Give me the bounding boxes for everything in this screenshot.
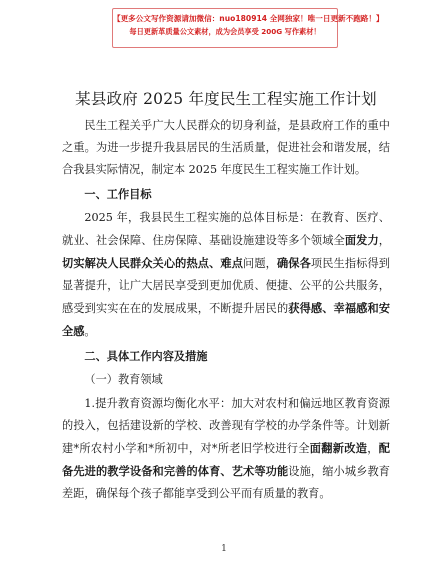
education-item-text-3: 设施，缩小城乡教育差距，确保每个孩子都能享受到公平而有质量的教育。: [62, 465, 390, 500]
education-item-emphasis-2: 配备先进的教学设备和完善的体育、艺术等功能: [62, 441, 390, 478]
goals-text-2: ，: [378, 234, 390, 247]
goals-emphasis-4: 获得感、幸福感和安全感: [62, 301, 390, 338]
goals-emphasis-1: 面发力: [344, 233, 379, 247]
goals-emphasis-2: 切实解决人民群众关心的热点、难点: [62, 256, 244, 270]
goals-text-4: 项民生指标得到显著提升，让广大居民享受到更加优质、便捷、公平的公共服务，感受到实实在在的发展成果，不断提升居民的: [62, 257, 390, 315]
education-item-text-2: ，: [367, 442, 379, 455]
intro-paragraph: 民生工程关乎广大人民群众的切身利益，是县政府工作的重中之重。为进一步提升我县居民的生活质量，促进社会和谐发展，结合我县实际情况，制定本 2025 年度民生工程实施工作计划。: [62, 119, 390, 176]
subsection-heading-education: （一）教育领域: [84, 373, 163, 386]
page-number: 1: [221, 544, 227, 554]
document-body: [62, 88, 390, 505]
promo-banner: [112, 8, 384, 48]
promo-banner-line-2: 每日更新革质量公文素材，成为会员享受 200G 写作素材！: [129, 27, 321, 36]
document-title: 某县政府 2025 年度民生工程实施工作计划: [75, 90, 377, 108]
section-heading-measures: 二、具体工作内容及措施: [84, 349, 208, 363]
goals-text-3: 问题，: [243, 257, 277, 270]
promo-banner-line-1: 【更多公文写作资源请加微信：nuo180914 全网独家！唯一日更新不跑路！】: [113, 14, 384, 23]
education-item-emphasis-1: 面翻新改造: [309, 441, 368, 455]
education-item-1-paragraph: [62, 393, 390, 505]
goals-emphasis-3: 确保各: [276, 256, 311, 270]
education-item-text-1: 1.提升教育资源均衡化水平：加大对农村和偏远地区教育资源的投入，包括建设新的学校、改善现有学校的办学条件等。计划新建*所农村小学和*所初中，对*所老旧学校进行全: [62, 397, 390, 455]
goals-text-1: 2025 年，我县民生工程实施的总体目标是：在教育、医疗、就业、社会保障、住房保障、基础设施建设等多个领域全: [62, 211, 390, 247]
goals-paragraph: [62, 207, 390, 343]
section-heading-goals: 一、工作目标: [84, 187, 152, 201]
goals-text-5: 。: [84, 325, 96, 338]
